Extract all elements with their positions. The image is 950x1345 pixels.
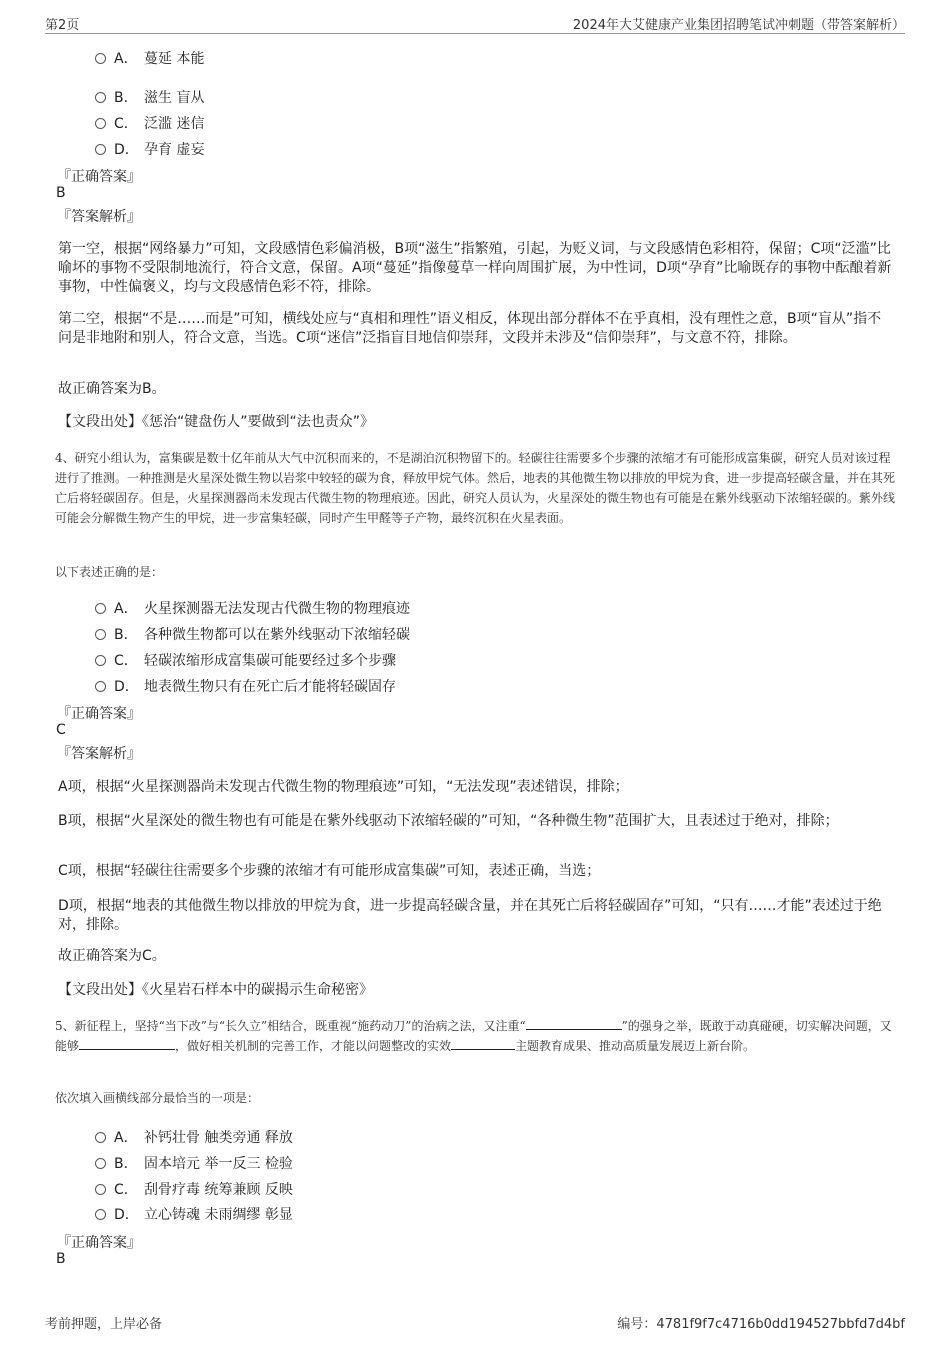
q4-analysis-conclusion: 故正确答案为C。 <box>58 948 166 964</box>
radio-icon[interactable] <box>95 92 106 103</box>
q4-answer: C <box>56 722 66 738</box>
radio-icon[interactable] <box>95 629 106 640</box>
footer-slogan: 考前押题，上岸必备 <box>45 1317 163 1332</box>
header-divider <box>45 33 905 34</box>
q5-prompt: 依次填入画横线部分最恰当的一项是： <box>55 1091 260 1105</box>
q3-option-d[interactable]: D． 孕育 虚妄 <box>95 139 204 159</box>
q3-answer-label: 『正确答案』 <box>57 169 141 185</box>
q5-stem: 5、新征程上，坚持“当下改”与“长久立”相结合，既重视“施药动刀”的治病之法，又注重“ ”的强身之举，既敢于动真碰硬，切实解决问题，又能够 ，做好相关机制的完善工作，才能以问题整改的实效 主题教育成果、推动高质量发展迈上新台阶。 <box>55 1019 892 1053</box>
fill-blank <box>79 1037 175 1050</box>
fill-blank <box>526 1017 622 1030</box>
radio-icon[interactable] <box>95 53 106 64</box>
q3-analysis-conclusion: 故正确答案为B。 <box>58 381 166 397</box>
q4-analysis-paragraph: D项，根据“地表的其他微生物以排放的甲烷为食，进一步提高轻碳含量，并在其死亡后将轻碳固存”可知，“只有……才能”表述过于绝对，排除。 <box>58 898 882 933</box>
q5-answer-label: 『正确答案』 <box>57 1235 141 1251</box>
q5-option-b[interactable]: B． 固本培元 举一反三 检验 <box>95 1153 293 1173</box>
q4-analysis-paragraph: A项，根据“火星探测器尚未发现古代微生物的物理痕迹”可知，“无法发现”表述错误，排除； <box>58 779 629 795</box>
fill-blank <box>451 1037 515 1050</box>
q4-option-a[interactable]: A． 火星探测器无法发现古代微生物的物理痕迹 <box>95 598 410 618</box>
q3-option-c[interactable]: C． 泛滥 迷信 <box>95 113 204 133</box>
page-number: 第2页 <box>45 18 80 33</box>
radio-icon[interactable] <box>95 1209 106 1220</box>
q4-stem: 4、研究小组认为，富集碳是数十亿年前从大气中沉积而来的，不是湖泊沉积物留下的。轻碳往往需要多个步骤的浓缩才有可能形成富集碳，研究人员对该过程进行了推测。一种推测是火星深处微生物以岩浆中较轻的碳为食，释放甲烷气体。然后，地表的其他微生物以排放的甲烷为食，进一步提高轻碳含量，并在其死亡后将轻碳固存。但是，火星探测器尚未发现古代微生物的物理痕迹。因此，研究人员认为，火星深处的微生物也有可能是在紫外线驱动下浓缩轻碳的。紫外线可能会分解微生物产生的甲烷，进一步富集轻碳，同时产生甲醛等子产物，最终沉积在火星表面。 <box>55 451 896 525</box>
q4-analysis-label: 『答案解析』 <box>57 746 141 762</box>
q5-option-a[interactable]: A． 补钙壮骨 触类旁通 释放 <box>95 1127 293 1147</box>
q4-source: 【文段出处】《火星岩石样本中的碳揭示生命秘密》 <box>58 982 373 998</box>
radio-icon[interactable] <box>95 1184 106 1195</box>
q5-option-c[interactable]: C． 刮骨疗毒 统筹兼顾 反映 <box>95 1179 293 1199</box>
radio-icon[interactable] <box>95 603 106 614</box>
radio-icon[interactable] <box>95 118 106 129</box>
q4-analysis-paragraph: C项，根据“轻碳往往需要多个步骤的浓缩才有可能形成富集碳”可知，表述正确，当选； <box>58 863 601 879</box>
q4-option-c[interactable]: C． 轻碳浓缩形成富集碳可能要经过多个步骤 <box>95 650 396 670</box>
q3-analysis-paragraph: 第二空，根据“不是……而是”可知，横线处应与“真相和理性”语义相反，体现出部分群体不在乎真相，没有理性之意，B项“盲从”指不问是非地附和别人，符合文意，当选。C项“迷信”泛指盲目地信仰崇拜，文段并未涉及“信仰崇拜”，与文意不符，排除。 <box>58 311 882 346</box>
radio-icon[interactable] <box>95 681 106 692</box>
document-code: 编号：4781f9f7c4716b0dd194527bbfd7d4bf <box>617 1317 905 1332</box>
q5-option-d[interactable]: D． 立心铸魂 未雨绸缪 彰显 <box>95 1204 293 1224</box>
q4-option-b[interactable]: B． 各种微生物都可以在紫外线驱动下浓缩轻碳 <box>95 624 410 644</box>
q4-answer-label: 『正确答案』 <box>57 706 141 722</box>
q4-option-d[interactable]: D． 地表微生物只有在死亡后才能将轻碳固存 <box>95 676 396 696</box>
q5-answer: B <box>56 1251 66 1267</box>
radio-icon[interactable] <box>95 1132 106 1143</box>
q3-source: 【文段出处】《惩治“键盘伤人”要做到“法也责众”》 <box>58 414 375 430</box>
document-title: 2024年大艾健康产业集团招聘笔试冲刺题（带答案解析） <box>572 18 905 33</box>
q3-option-b[interactable]: B． 滋生 盲从 <box>95 87 204 107</box>
q4-analysis-paragraph: B项，根据“火星深处的微生物也有可能是在紫外线驱动下浓缩轻碳的”可知，“各种微生物”范围扩大，且表述过于绝对，排除； <box>58 813 839 829</box>
radio-icon[interactable] <box>95 144 106 155</box>
q3-option-a[interactable]: A． 蔓延 本能 <box>95 48 204 68</box>
q3-analysis-label: 『答案解析』 <box>57 209 141 225</box>
q3-answer: B <box>56 185 66 201</box>
q4-prompt: 以下表述正确的是： <box>55 565 164 579</box>
radio-icon[interactable] <box>95 1158 106 1169</box>
radio-icon[interactable] <box>95 655 106 666</box>
q3-analysis-paragraph: 第一空，根据“网络暴力”可知，文段感情色彩偏消极，B项“滋生”指繁殖，引起，为贬义词，与文段感情色彩相符，保留；C项“泛滥”比喻坏的事物不受限制地流行，符合文意，保留。A项“蔓延”指像蔓草一样向周围扩展，为中性词，D项“孕育”比喻既存的事物中酝酿着新事物，中性偏褒义，均与文段感情色彩不符，排除。 <box>58 241 892 295</box>
